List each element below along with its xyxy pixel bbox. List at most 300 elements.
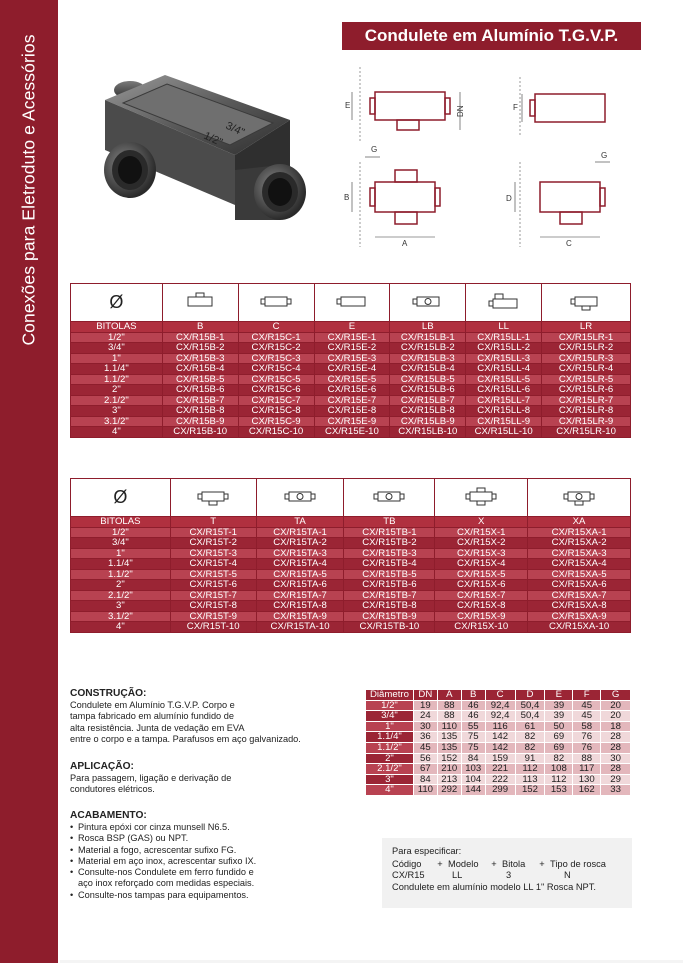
spec-codigo: Código — [392, 859, 422, 870]
table-row — [71, 622, 631, 633]
model-x-icon — [435, 479, 528, 517]
list-item — [70, 845, 350, 856]
table-cell: CX/R15TB-4 — [344, 559, 435, 570]
table-cell: 3/4" — [366, 711, 414, 722]
spec-bitola: Bitola — [502, 859, 526, 870]
table-cell: CX/R15C-5 — [238, 374, 314, 385]
table-cell: 213 — [437, 774, 461, 785]
table-cell: CX/R15X-1 — [435, 527, 528, 538]
table-cell: CX/R15B-8 — [162, 406, 238, 417]
dim-label-f: F — [513, 103, 518, 112]
table-cell: CX/R15LL-5 — [466, 374, 542, 385]
table-cell: CX/R15C-4 — [238, 364, 314, 375]
table-cell: CX/R15LR-8 — [542, 406, 631, 417]
table-cell: 45 — [413, 742, 437, 753]
table-cell: CX/R15X-3 — [435, 548, 528, 559]
table-cell: CX/R15E-5 — [314, 374, 390, 385]
dim-label-dn: DN — [456, 105, 465, 117]
table-cell: CX/R15LL-1 — [466, 332, 542, 343]
list-item-line: • Material em aço inox, acrescentar sufixo IX. — [78, 855, 257, 866]
table-cell: 3" — [71, 601, 171, 612]
table-cell: CX/R15XA-2 — [528, 538, 631, 549]
table-cell: 135 — [437, 732, 461, 743]
dim-label-c: C — [566, 239, 572, 248]
column-header: X — [435, 517, 528, 528]
table-cell: CX/R15LR-1 — [542, 332, 631, 343]
table-cell: 28 — [601, 742, 631, 753]
table-cell: CX/R15XA-8 — [528, 601, 631, 612]
list-item — [70, 833, 350, 844]
table-cell: 144 — [461, 785, 485, 796]
table-cell: 28 — [601, 764, 631, 775]
spec-bitola-value: 3 — [506, 870, 512, 881]
dim-label-b: B — [344, 193, 350, 202]
table-cell: CX/R15LL-8 — [466, 406, 542, 417]
table-cell: CX/R15C-9 — [238, 416, 314, 427]
table-row — [71, 374, 631, 385]
table-cell: 18 — [601, 721, 631, 732]
table-cell: CX/R15TB-8 — [344, 601, 435, 612]
table-cell: 84 — [413, 774, 437, 785]
table-cell: 2.1/2" — [366, 764, 414, 775]
table-cell: 142 — [485, 732, 515, 743]
table-cell: 153 — [545, 785, 573, 796]
table-cell: CX/R15LB-2 — [390, 343, 466, 354]
table-cell: CX/R15T-2 — [170, 538, 256, 549]
table-cell: CX/R15LB-8 — [390, 406, 466, 417]
table-cell: CX/R15T-10 — [170, 622, 256, 633]
list-item — [70, 856, 350, 867]
text-line: entre o corpo e a tampa. Parafusos em aço galvanizado. — [70, 733, 301, 744]
table-cell: 112 — [545, 774, 573, 785]
table-cell: 1.1/4" — [71, 559, 171, 570]
spec-model-value: LL — [452, 870, 463, 881]
table-cell: 88 — [437, 711, 461, 722]
table-cell: 29 — [601, 774, 631, 785]
list-item — [70, 822, 350, 833]
model-ta-icon — [256, 479, 344, 517]
table-cell: 50,4 — [515, 711, 545, 722]
table-row — [71, 527, 631, 538]
table-cell: CX/R15E-4 — [314, 364, 390, 375]
table-row — [366, 732, 631, 743]
table-cell: CX/R15XA-7 — [528, 590, 631, 601]
table-cell: CX/R15C-2 — [238, 343, 314, 354]
table-cell: CX/R15TB-5 — [344, 569, 435, 580]
table-row — [71, 353, 631, 364]
table-cell: CX/R15E-9 — [314, 416, 390, 427]
acabamento-heading: ACABAMENTO: — [70, 810, 147, 821]
table-cell: 50 — [545, 721, 573, 732]
table-cell: CX/R15TB-7 — [344, 590, 435, 601]
dim-label-g: G — [371, 145, 378, 154]
table-cell: CX/R15X-9 — [435, 611, 528, 622]
table-cell: 45 — [573, 711, 601, 722]
spec-rosca-value: N — [564, 870, 571, 881]
table-cell: 88 — [573, 753, 601, 764]
model-xa-icon — [528, 479, 631, 517]
table-cell: CX/R15LL-10 — [466, 427, 542, 438]
table-row — [366, 764, 631, 775]
table-cell: CX/R15LL-2 — [466, 343, 542, 354]
table-cell: 3.1/2" — [71, 416, 163, 427]
column-header: Diâmetro — [366, 690, 414, 701]
table-cell: CX/R15B-4 — [162, 364, 238, 375]
table-cell: 221 — [485, 764, 515, 775]
table-cell: 4" — [71, 622, 171, 633]
table-cell: CX/R15X-6 — [435, 580, 528, 591]
table-cell: CX/R15T-6 — [170, 580, 256, 591]
table-cell: CX/R15LL-7 — [466, 395, 542, 406]
table-cell: 39 — [545, 700, 573, 711]
table-cell: CX/R15X-7 — [435, 590, 528, 601]
table-cell: CX/R15XA-1 — [528, 527, 631, 538]
table-cell: CX/R15LB-5 — [390, 374, 466, 385]
table-cell: 91 — [515, 753, 545, 764]
table-cell: 1.1/2" — [71, 569, 171, 580]
table-cell: CX/R15TB-10 — [344, 622, 435, 633]
table-cell: 159 — [485, 753, 515, 764]
table-row — [71, 385, 631, 396]
table-cell: CX/R15LL-4 — [466, 364, 542, 375]
table-cell: 210 — [437, 764, 461, 775]
model-tb-icon — [344, 479, 435, 517]
table-row — [71, 590, 631, 601]
table-cell: 104 — [461, 774, 485, 785]
table-row — [366, 785, 631, 796]
model-b-icon — [162, 284, 238, 322]
table-cell: CX/R15T-5 — [170, 569, 256, 580]
list-item — [70, 890, 350, 901]
column-header: F — [573, 690, 601, 701]
table-cell: 2.1/2" — [71, 590, 171, 601]
spec-line-2 — [392, 870, 622, 881]
table-row — [71, 601, 631, 612]
table-cell: CX/R15TB-2 — [344, 538, 435, 549]
table-row — [71, 406, 631, 417]
spec-tipo-rosca: Tipo de rosca — [550, 859, 606, 870]
table-cell: CX/R15TA-9 — [256, 611, 344, 622]
table-cell: 135 — [437, 742, 461, 753]
table-cell: 20 — [601, 711, 631, 722]
table-cell: 20 — [601, 700, 631, 711]
technical-drawings — [340, 62, 640, 262]
table-cell: CX/R15LB-6 — [390, 385, 466, 396]
table-cell: CX/R15B-7 — [162, 395, 238, 406]
table-cell: CX/R15B-10 — [162, 427, 238, 438]
column-header: TB — [344, 517, 435, 528]
table-cell: CX/R15LB-1 — [390, 332, 466, 343]
table-cell: 3/4" — [71, 343, 163, 354]
sidebar-title: Conexões para Eletroduto e Acessórios — [18, 34, 39, 346]
table-cell: 75 — [461, 732, 485, 743]
table-cell: 36 — [413, 732, 437, 743]
table-cell: CX/R15TB-6 — [344, 580, 435, 591]
table-cell: CX/R15LR-3 — [542, 353, 631, 364]
diameter-symbol-2: Ø — [71, 479, 171, 517]
table-cell: 1" — [366, 721, 414, 732]
table-row — [71, 538, 631, 549]
table-cell: 69 — [545, 742, 573, 753]
table-row — [366, 742, 631, 753]
table-cell: CX/R15LR-7 — [542, 395, 631, 406]
spec-title: Para especificar: — [392, 846, 462, 856]
table-cell: CX/R15TA-4 — [256, 559, 344, 570]
table-cell: CX/R15XA-6 — [528, 580, 631, 591]
table-row — [366, 721, 631, 732]
table-cell: 2.1/2" — [71, 395, 163, 406]
aplicacao-section — [70, 761, 350, 796]
table-cell: CX/R15LR-2 — [542, 343, 631, 354]
table-cell: 76 — [573, 732, 601, 743]
table-cell: CX/R15B-6 — [162, 385, 238, 396]
table-cell: 82 — [515, 732, 545, 743]
table-cell: 113 — [515, 774, 545, 785]
table-cell: 3" — [366, 774, 414, 785]
table-row — [71, 559, 631, 570]
table-cell: CX/R15TA-6 — [256, 580, 344, 591]
table-cell: CX/R15B-2 — [162, 343, 238, 354]
table-cell: CX/R15LL-6 — [466, 385, 542, 396]
table-cell: 69 — [545, 732, 573, 743]
table-cell: CX/R15TA-7 — [256, 590, 344, 601]
table-cell: CX/R15TA-10 — [256, 622, 344, 633]
table-cell: CX/R15LL-9 — [466, 416, 542, 427]
table-cell: 30 — [413, 721, 437, 732]
table-cell: CX/R15T-9 — [170, 611, 256, 622]
table-cell: 299 — [485, 785, 515, 796]
column-header: LL — [466, 322, 542, 333]
text-line: Para passagem, ligação e derivação de — [70, 773, 232, 783]
table-cell: CX/R15LR-10 — [542, 427, 631, 438]
table-cell: 3.1/2" — [71, 611, 171, 622]
column-header: G — [601, 690, 631, 701]
spec-line-1 — [392, 859, 622, 870]
spec-plus-3: + — [539, 859, 545, 870]
table-cell: 110 — [413, 785, 437, 796]
table-cell: 2" — [71, 580, 171, 591]
column-header: E — [545, 690, 573, 701]
table-cell: 88 — [437, 700, 461, 711]
table-cell: 56 — [413, 753, 437, 764]
table-cell: 112 — [515, 764, 545, 775]
model-ll-icon — [466, 284, 542, 322]
table-cell: CX/R15E-10 — [314, 427, 390, 438]
construcao-section — [70, 688, 350, 745]
column-header: TA — [256, 517, 344, 528]
table-cell: 75 — [461, 742, 485, 753]
table-cell: CX/R15T-7 — [170, 590, 256, 601]
table-cell: CX/R15LB-4 — [390, 364, 466, 375]
table-row — [366, 774, 631, 785]
table-cell: 28 — [601, 732, 631, 743]
table-cell: CX/R15C-1 — [238, 332, 314, 343]
table-cell: CX/R15C-7 — [238, 395, 314, 406]
model-t-icon — [170, 479, 256, 517]
spec-example: Condulete em alumínio modelo LL 1" Rosca NPT. — [392, 881, 596, 892]
table-cell: CX/R15B-5 — [162, 374, 238, 385]
table-cell: CX/R15T-3 — [170, 548, 256, 559]
table-row — [71, 611, 631, 622]
column-header: B — [461, 690, 485, 701]
column-header: B — [162, 322, 238, 333]
list-item-line: • Consulte-nos Condulete em ferro fundido e — [78, 867, 254, 878]
table-cell: 1/2" — [366, 700, 414, 711]
dim-label-e: E — [345, 101, 351, 110]
dimensions-table — [365, 689, 631, 796]
table-cell: CX/R15XA-9 — [528, 611, 631, 622]
table-cell: 55 — [461, 721, 485, 732]
table-cell: CX/R15B-9 — [162, 416, 238, 427]
table-cell: CX/R15TA-5 — [256, 569, 344, 580]
spec-plus-1: + — [437, 859, 443, 870]
acabamento-section — [70, 810, 350, 901]
table-cell: CX/R15X-2 — [435, 538, 528, 549]
spec-plus-2: + — [491, 859, 497, 870]
table-cell: CX/R15X-8 — [435, 601, 528, 612]
parts-table-1 — [70, 283, 631, 438]
table-cell: CX/R15X-4 — [435, 559, 528, 570]
table-cell: CX/R15E-8 — [314, 406, 390, 417]
table-cell: CX/R15C-8 — [238, 406, 314, 417]
table-cell: 1/2" — [71, 332, 163, 343]
column-header: T — [170, 517, 256, 528]
list-item-line: aço inox reforçado com medidas especiais. — [78, 878, 255, 889]
list-item-line: • Pintura epóxi cor cinza munsell N6.5. — [78, 822, 230, 832]
table-cell: CX/R15X-10 — [435, 622, 528, 633]
table-row — [71, 395, 631, 406]
list-item-line: • Consulte-nos tampas para equipamentos. — [78, 889, 249, 900]
table-cell: 4" — [71, 427, 163, 438]
text-line: alta resistência. Junta de vedação em EVA — [70, 722, 245, 733]
table-cell: CX/R15XA-5 — [528, 569, 631, 580]
table-cell: 50,4 — [515, 700, 545, 711]
table-cell: CX/R15T-8 — [170, 601, 256, 612]
column-header: LR — [542, 322, 631, 333]
parts-table-2 — [70, 478, 631, 633]
list-item-line: • Material a fogo, acrescentar sufixo FG. — [78, 844, 237, 855]
table-cell: 92,4 — [485, 711, 515, 722]
text-line: condutores elétricos. — [70, 784, 155, 795]
column-header: A — [437, 690, 461, 701]
table-cell: 142 — [485, 742, 515, 753]
table-cell: 3" — [71, 406, 163, 417]
table-cell: 152 — [437, 753, 461, 764]
table-cell: 103 — [461, 764, 485, 775]
table-cell: 84 — [461, 753, 485, 764]
table-cell: CX/R15TB-1 — [344, 527, 435, 538]
table-cell: 82 — [515, 742, 545, 753]
product-image — [85, 70, 325, 265]
column-header: C — [485, 690, 515, 701]
marking-right: 3/4" — [223, 119, 247, 139]
table-row — [71, 332, 631, 343]
table-cell: 2" — [71, 385, 163, 396]
table-cell: 162 — [573, 785, 601, 796]
table-cell: CX/R15B-3 — [162, 353, 238, 364]
table-cell: 33 — [601, 785, 631, 796]
table-cell: 45 — [573, 700, 601, 711]
table-row — [71, 580, 631, 591]
table-cell: CX/R15E-1 — [314, 332, 390, 343]
table-cell: CX/R15B-1 — [162, 332, 238, 343]
marking-left: 1/2" — [201, 129, 225, 149]
table-cell: 1.1/4" — [366, 732, 414, 743]
column-header: LB — [390, 322, 466, 333]
table-cell: 222 — [485, 774, 515, 785]
table-cell: CX/R15LB-9 — [390, 416, 466, 427]
table-cell: 108 — [545, 764, 573, 775]
table-cell: 110 — [437, 721, 461, 732]
diameter-symbol: Ø — [71, 284, 163, 322]
table-row — [71, 548, 631, 559]
table-cell: 292 — [437, 785, 461, 796]
table-cell: CX/R15T-1 — [170, 527, 256, 538]
table-row — [71, 427, 631, 438]
dim-label-d: D — [506, 194, 512, 203]
model-e-icon — [314, 284, 390, 322]
table-cell: CX/R15C-10 — [238, 427, 314, 438]
table-cell: 39 — [545, 711, 573, 722]
table-cell: CX/R15LB-3 — [390, 353, 466, 364]
table-cell: 1.1/2" — [366, 742, 414, 753]
model-c-icon — [238, 284, 314, 322]
column-header: XA — [528, 517, 631, 528]
table-cell: 46 — [461, 711, 485, 722]
table-cell: CX/R15TB-9 — [344, 611, 435, 622]
table-cell: CX/R15LR-6 — [542, 385, 631, 396]
table-cell: CX/R15E-6 — [314, 385, 390, 396]
table-row — [71, 343, 631, 354]
table-row — [71, 364, 631, 375]
table-cell: 130 — [573, 774, 601, 785]
table-cell: 2" — [366, 753, 414, 764]
table-cell: CX/R15LR-4 — [542, 364, 631, 375]
sidebar — [0, 0, 58, 963]
specification-box — [382, 838, 632, 908]
table-row — [366, 700, 631, 711]
table-cell: 116 — [485, 721, 515, 732]
table-cell: 67 — [413, 764, 437, 775]
list-item — [70, 867, 350, 890]
dim-label-a: A — [402, 239, 408, 248]
table-cell: CX/R15TA-3 — [256, 548, 344, 559]
table-cell: CX/R15XA-10 — [528, 622, 631, 633]
table-cell: CX/R15XA-4 — [528, 559, 631, 570]
column-header: BITOLAS — [71, 322, 163, 333]
table-cell: 3/4" — [71, 538, 171, 549]
table-row — [366, 711, 631, 722]
page-title: Condulete em Alumínio T.G.V.P. — [342, 22, 641, 50]
model-lb-icon — [390, 284, 466, 322]
column-header: C — [238, 322, 314, 333]
table-cell: 46 — [461, 700, 485, 711]
table-cell: 1/2" — [71, 527, 171, 538]
construcao-heading: CONSTRUÇÃO: — [70, 688, 147, 699]
list-item-line: • Rosca BSP (GAS) ou NPT. — [78, 833, 189, 844]
table-cell: 1.1/2" — [71, 374, 163, 385]
table-cell: CX/R15TA-2 — [256, 538, 344, 549]
table-cell: CX/R15TB-3 — [344, 548, 435, 559]
table-cell: CX/R15E-7 — [314, 395, 390, 406]
text-line: tampa fabricado em alumínio fundido de — [70, 711, 234, 722]
table-cell: 1" — [71, 548, 171, 559]
table-cell: 117 — [573, 764, 601, 775]
table-cell: CX/R15TA-8 — [256, 601, 344, 612]
text-line: Condulete em Alumínio T.G.V.P. Corpo e — [70, 700, 235, 710]
column-header: E — [314, 322, 390, 333]
table-cell: CX/R15E-2 — [314, 343, 390, 354]
